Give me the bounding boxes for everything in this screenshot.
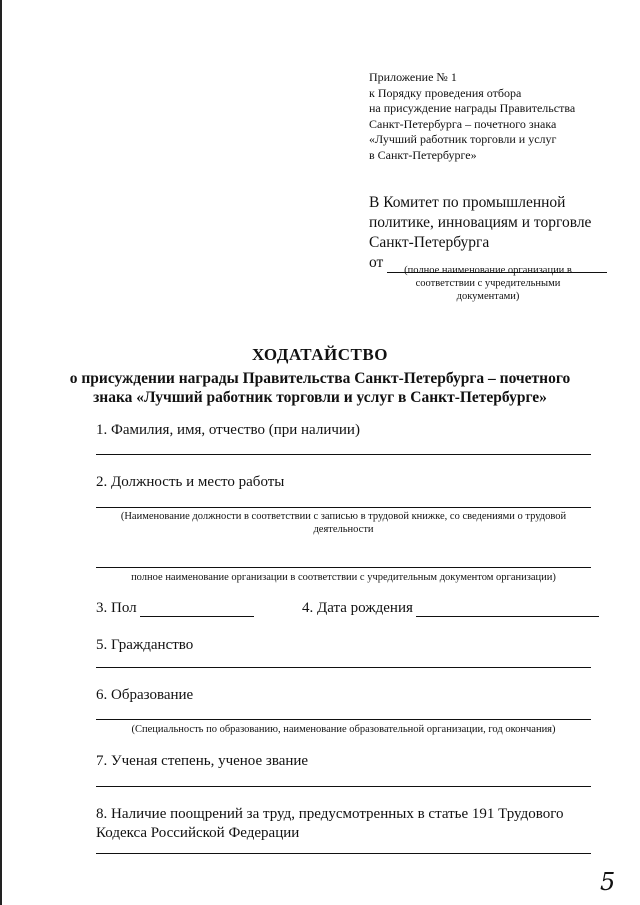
field-full-name-line[interactable] — [96, 454, 591, 455]
field-birth-date-line[interactable] — [416, 616, 599, 617]
field-birth-date-label: 4. Дата рождения — [302, 600, 413, 616]
addressee-block — [369, 193, 614, 273]
page-edge — [0, 0, 2, 905]
field-education-line[interactable] — [96, 719, 591, 720]
field-rewards-label: 8. Наличие поощрений за труд, предусмотренных в статье 191 Трудового Кодекса Российской Федерации — [96, 806, 564, 841]
field-degree-line[interactable] — [96, 786, 591, 787]
from-note: (полное наименование организации в соответствии с учредительными документами) — [404, 265, 572, 302]
page-number: 5 — [600, 868, 616, 896]
field-sex-line[interactable] — [140, 616, 254, 617]
field-organization-note: полное наименование организации в соответствии с учредительным документом организации) — [131, 572, 556, 583]
appendix-line: к Порядку проведения отбора — [369, 85, 522, 100]
appendix-line: Приложение № 1 — [369, 70, 457, 84]
addressee-line: политике, инновациям и торговле — [369, 214, 592, 231]
field-position-line[interactable] — [96, 507, 591, 508]
field-position-note: (Наименование должности в соответствии с записью в трудовой книжке, со сведениями о трудовой деятельности — [120, 511, 567, 535]
field-citizenship-line[interactable] — [96, 667, 591, 668]
field-position-label: 2. Должность и место работы — [96, 474, 285, 490]
field-citizenship-label: 5. Гражданство — [96, 637, 194, 653]
field-education-label: 6. Образование — [96, 687, 194, 703]
field-degree-label: 7. Ученая степень, ученое звание — [96, 753, 309, 769]
appendix-line: «Лучший работник торговли и услуг — [369, 132, 557, 146]
appendix-line: на присуждение награды Правительства — [369, 101, 576, 115]
appendix-header — [369, 70, 619, 163]
from-label: от — [369, 254, 384, 271]
field-organization-line[interactable] — [96, 567, 591, 568]
document-subtitle: знака «Лучший работник торговли и услуг в Санкт-Петербурге» — [93, 389, 547, 406]
field-education-note: (Специальность по образованию, наименование образовательной организации, год окончания) — [131, 724, 556, 735]
field-rewards-line[interactable] — [96, 853, 591, 854]
document-subtitle: о присуждении награды Правительства Санкт-Петербурга – почетного — [69, 370, 571, 387]
field-sex-label: 3. Пол — [96, 600, 137, 616]
appendix-line: Санкт-Петербурга – почетного знака — [369, 116, 557, 131]
field-full-name-label: 1. Фамилия, имя, отчество (при наличии) — [96, 422, 360, 438]
document-title: ХОДАТАЙСТВО — [252, 345, 388, 364]
addressee-line: Санкт-Петербурга — [369, 234, 490, 251]
appendix-line: в Санкт-Петербурге» — [369, 147, 477, 162]
addressee-line: В Комитет по промышленной — [369, 194, 566, 211]
